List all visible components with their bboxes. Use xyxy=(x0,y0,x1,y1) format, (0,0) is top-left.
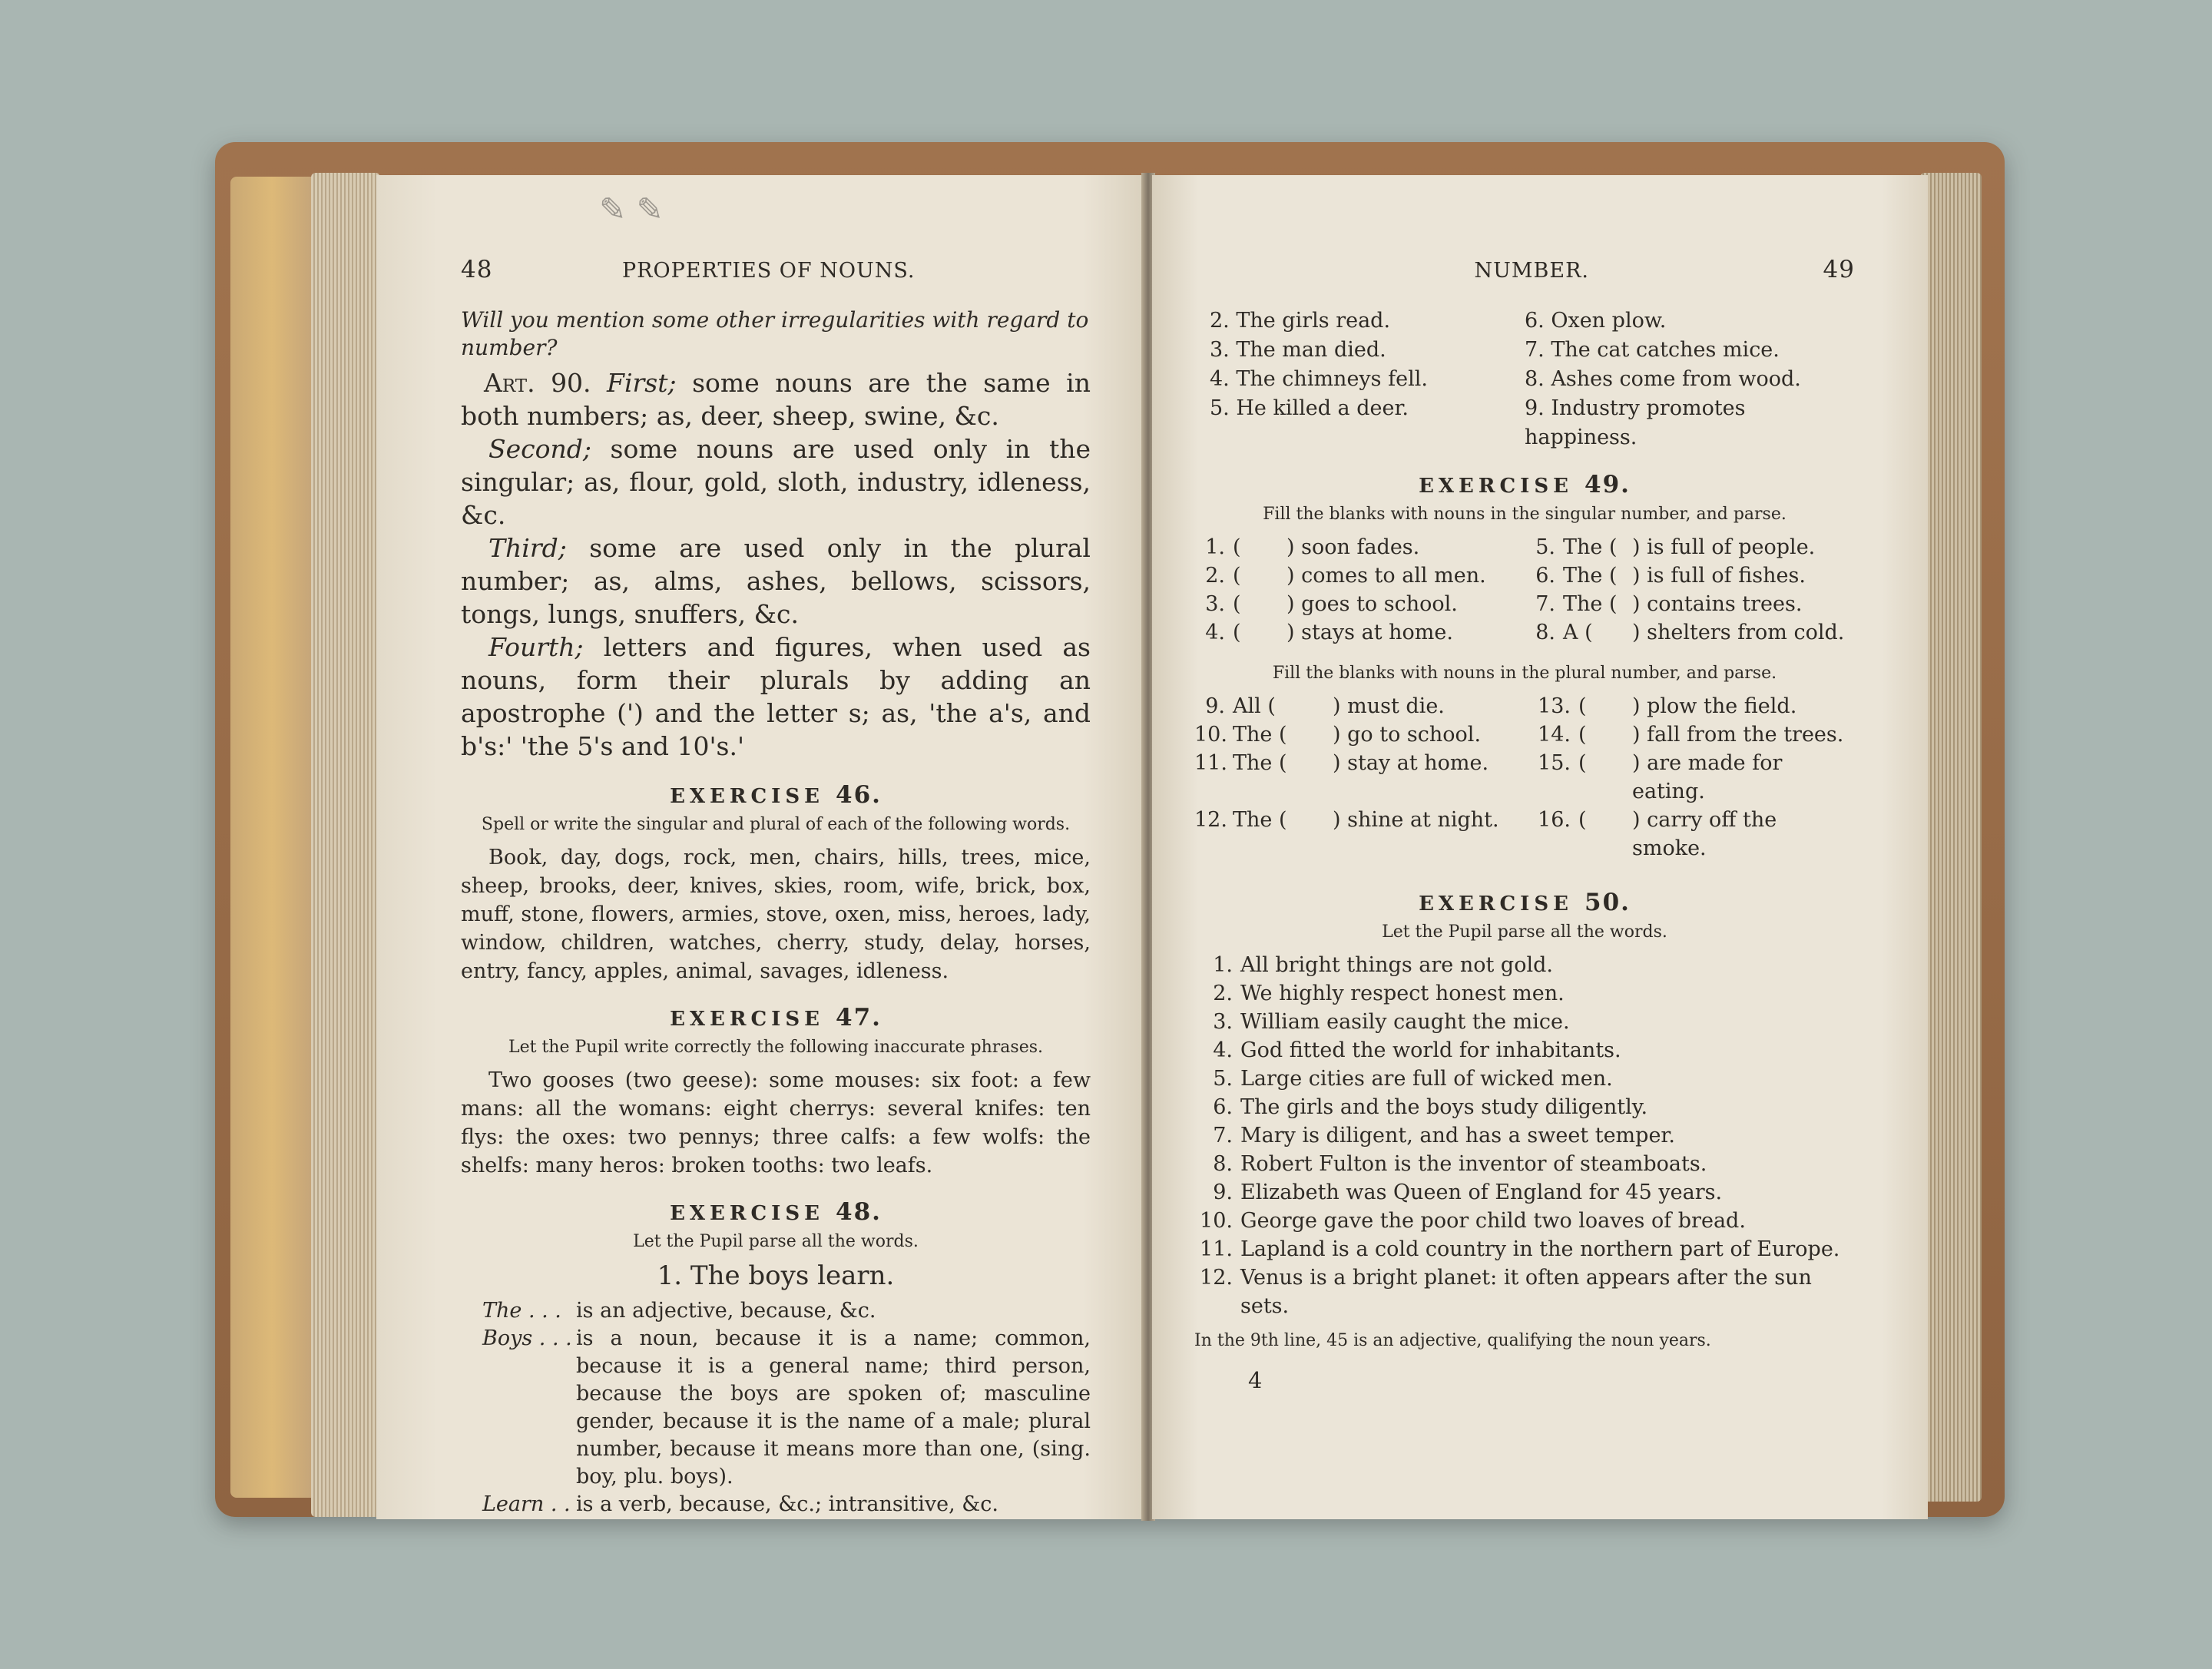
item-number: 12. xyxy=(1200,1266,1233,1290)
exercise-49-instruction-singular: Fill the blanks with nouns in the singular number, and parse. xyxy=(1263,505,1786,524)
item-number: 10. xyxy=(1194,723,1227,747)
parse-term: Learn . . xyxy=(482,1492,571,1516)
item-number: 1. xyxy=(1213,953,1233,977)
table-row xyxy=(1194,720,1855,749)
blank: The ( xyxy=(1563,592,1618,616)
exercise-number: 50. xyxy=(1584,889,1631,916)
list-item xyxy=(1194,1065,1855,1093)
right-page-edges xyxy=(1920,173,1982,1502)
list-item: 2. The girls read. xyxy=(1210,309,1391,333)
exercise-48-title xyxy=(461,1198,1091,1226)
item-text: The girls and the boys study diligently. xyxy=(1240,1095,1648,1119)
torn-spine-strip xyxy=(230,177,323,1498)
blank: ( xyxy=(1233,592,1241,616)
item-text: ) plow the field. xyxy=(1632,694,1797,718)
item-number: 8. xyxy=(1213,1152,1233,1176)
table-row xyxy=(1194,806,1855,863)
item-text: ) must die. xyxy=(1333,694,1445,718)
parse-desc: is a noun, because it is a name; common, because it is a general name; third person, because the boys are spoken of; masculine gender, because it is the name of a male; plural number, because it means more than one, (sing. boy, plu. boys). xyxy=(576,1326,1091,1489)
table-row xyxy=(1194,618,1855,647)
item-text: William easily caught the mice. xyxy=(1240,1010,1570,1034)
exercise-label: EXERCISE xyxy=(1419,892,1573,916)
singular-blanks xyxy=(1194,533,1855,647)
page-number-right: 49 xyxy=(1823,256,1855,283)
item-number: 16. xyxy=(1538,808,1571,832)
item-number: 4. xyxy=(1213,1038,1233,1062)
item-number: 5. xyxy=(1535,535,1555,559)
item-number: 1. xyxy=(1205,535,1225,559)
blank: ( xyxy=(1578,751,1587,775)
blank: The ( xyxy=(1233,751,1287,775)
exercise-label: EXERCISE xyxy=(670,785,824,808)
exercise-50-title xyxy=(1194,889,1855,916)
exercise-50-sentences xyxy=(1194,951,1855,1320)
item-text: ) contains trees. xyxy=(1632,592,1803,616)
blank: ( xyxy=(1578,723,1587,747)
blank: The ( xyxy=(1563,535,1618,559)
item-text: Venus is a bright planet: it often appears after the sun sets. xyxy=(1240,1266,1812,1318)
item-text: ) is full of people. xyxy=(1632,535,1816,559)
art-90-fourth xyxy=(461,631,1091,763)
exercise-number: 49. xyxy=(1584,471,1631,498)
item-text: ) comes to all men. xyxy=(1286,564,1486,588)
item-text: Elizabeth was Queen of England for 45 years. xyxy=(1240,1181,1723,1204)
table-row xyxy=(1194,561,1855,590)
page-number-left: 48 xyxy=(461,256,493,283)
item-number: 14. xyxy=(1538,723,1571,747)
exercise-number: 46. xyxy=(836,781,882,809)
item-text: ) shelters from cold. xyxy=(1632,621,1845,644)
signature-mark: 4 xyxy=(1248,1367,1263,1393)
blank: The ( xyxy=(1563,564,1618,588)
item-text: All bright things are not gold. xyxy=(1240,953,1553,977)
question: Will you mention some other irregularities with regard to number? xyxy=(461,307,1089,360)
list-item: 8. Ashes come from wood. xyxy=(1525,367,1801,391)
item-text: George gave the poor child two loaves of bread. xyxy=(1240,1209,1746,1233)
exercise-label: EXERCISE xyxy=(670,1202,824,1225)
item-number: 7. xyxy=(1213,1124,1233,1147)
item-text: Large cities are full of wicked men. xyxy=(1240,1067,1613,1091)
list-item xyxy=(1194,1235,1855,1263)
art-90-first xyxy=(461,366,1091,432)
sentences-col-right xyxy=(1525,306,1855,452)
item-text: ) stays at home. xyxy=(1286,621,1453,644)
blank: ( xyxy=(1578,694,1587,718)
plural-blanks xyxy=(1194,692,1855,863)
left-page xyxy=(376,175,1144,1519)
right-running-head xyxy=(1194,256,1855,283)
list-item: 9. Industry promotes happiness. xyxy=(1525,396,1746,449)
fourth-text: letters and figures, when used as nouns, form their plurals by adding an apostrophe (') and the letter s; as, 'the a's, and b's:' 'the 5's and 10's.' xyxy=(461,632,1091,761)
list-item: 3. The man died. xyxy=(1210,338,1386,362)
item-text: ) is full of fishes. xyxy=(1632,564,1806,588)
item-number: 2. xyxy=(1205,564,1225,588)
item-text: Lapland is a cold country in the northern part of Europe. xyxy=(1240,1237,1840,1261)
item-text: ) shine at night. xyxy=(1333,808,1499,832)
exercise-48-sentence: 1. The boys learn. xyxy=(657,1260,895,1291)
blank: All ( xyxy=(1233,694,1276,718)
item-text: Robert Fulton is the inventor of steamboats. xyxy=(1240,1152,1707,1176)
list-item xyxy=(1194,1263,1855,1320)
item-text: ) are made for eating. xyxy=(1632,751,1783,803)
item-number: 11. xyxy=(1194,751,1227,775)
first-lead: First; xyxy=(607,368,677,398)
exercise-label: EXERCISE xyxy=(670,1008,824,1031)
item-number: 2. xyxy=(1213,982,1233,1005)
exercise-number: 47. xyxy=(836,1004,882,1032)
third-text: some are used only in the plural number; as, alms, ashes, bellows, scissors, tongs, lungs, snuffers, &c. xyxy=(461,533,1091,629)
left-running-head xyxy=(461,256,1091,283)
list-item xyxy=(1194,1093,1855,1121)
list-item: 4. The chimneys fell. xyxy=(1210,367,1428,391)
exercise-number: 48. xyxy=(836,1198,882,1226)
running-title-right: NUMBER. xyxy=(1474,259,1590,283)
item-number: 4. xyxy=(1205,621,1225,644)
item-number: 10. xyxy=(1200,1209,1233,1233)
item-text: ) soon fades. xyxy=(1286,535,1420,559)
item-text: Mary is diligent, and has a sweet temper. xyxy=(1240,1124,1675,1147)
item-number: 6. xyxy=(1213,1095,1233,1119)
exercise-47-title xyxy=(461,1004,1091,1032)
item-number: 9. xyxy=(1205,694,1225,718)
list-item xyxy=(1194,1036,1855,1065)
parse-row xyxy=(461,1491,1091,1518)
item-number: 9. xyxy=(1213,1181,1233,1204)
exercise-49-instruction-plural: Fill the blanks with nouns in the plural number, and parse. xyxy=(1272,664,1777,683)
exercise-48-instruction: Let the Pupil parse all the words. xyxy=(633,1232,919,1251)
item-number: 3. xyxy=(1205,592,1225,616)
blank: ( xyxy=(1233,535,1241,559)
exercise-label: EXERCISE xyxy=(1419,475,1573,498)
exercise-47-phrases: Two gooses (two geese): some mouses: six foot: a few mans: all the womans: eight cherrys: several knifes: ten flys: the oxes: two pennys; three calfs: a few wolfs: the shelfs: many heros: broken tooths: two leafs. xyxy=(461,1068,1091,1177)
list-item: 6. Oxen plow. xyxy=(1525,309,1667,333)
exercise-50-note: In the 9th line, 45 is an adjective, qualifying the noun years. xyxy=(1194,1331,1711,1350)
list-item: 5. He killed a deer. xyxy=(1210,396,1409,420)
running-title-left: PROPERTIES OF NOUNS. xyxy=(621,259,916,283)
second-lead: Second; xyxy=(488,434,591,464)
exercise-46-instruction: Spell or write the singular and plural of each of the following words. xyxy=(481,815,1071,834)
item-number: 12. xyxy=(1194,808,1227,832)
exercise-50-instruction: Let the Pupil parse all the words. xyxy=(1382,922,1667,942)
blank: ( xyxy=(1233,621,1241,644)
item-number: 15. xyxy=(1538,751,1571,775)
item-number: 6. xyxy=(1535,564,1555,588)
left-page-edges xyxy=(311,173,380,1517)
list-item xyxy=(1194,979,1855,1008)
right-page xyxy=(1152,175,1928,1519)
parse-desc: is an adjective, because, &c. xyxy=(576,1299,876,1323)
list-item xyxy=(1194,1207,1855,1235)
parse-desc: is a verb, because, &c.; intransitive, &c. xyxy=(576,1492,999,1516)
item-number: 13. xyxy=(1538,694,1571,718)
exercise-46-words: Book, day, dogs, rock, men, chairs, hills, trees, mice, sheep, brooks, deer, knives, skies, room, wife, brick, box, muff, stone, flowers, armies, stove, oxen, miss, heroes, lady, window, children, watches, cherry, study, delay, horses, entry, fancy, apples, animal, savages, idleness. xyxy=(461,846,1091,983)
list-item xyxy=(1194,1178,1855,1207)
item-text: ) carry off the smoke. xyxy=(1632,808,1777,860)
blank: A ( xyxy=(1563,621,1593,644)
table-row xyxy=(1194,692,1855,720)
blank: The ( xyxy=(1233,808,1287,832)
continued-sentences xyxy=(1194,306,1855,452)
list-item xyxy=(1194,1008,1855,1036)
list-item xyxy=(1194,1121,1855,1150)
item-text: ) stay at home. xyxy=(1333,751,1489,775)
blank: The ( xyxy=(1233,723,1287,747)
item-text: ) go to school. xyxy=(1333,723,1482,747)
list-item: 7. The cat catches mice. xyxy=(1525,338,1780,362)
parse-term: The . . . xyxy=(482,1299,561,1323)
art-90-second xyxy=(461,432,1091,531)
second-text: some nouns are used only in the singular; as, flour, gold, sloth, industry, idleness, &c. xyxy=(461,434,1091,530)
item-number: 7. xyxy=(1535,592,1555,616)
first-text: some nouns are the same in both numbers; as, deer, sheep, swine, &c. xyxy=(461,368,1091,431)
item-text: ) goes to school. xyxy=(1286,592,1458,616)
art-90-third xyxy=(461,531,1091,631)
sentences-col-left xyxy=(1194,306,1525,452)
item-number: 5. xyxy=(1213,1067,1233,1091)
list-item xyxy=(1194,1150,1855,1178)
third-lead: Third; xyxy=(488,533,567,563)
parse-term: Boys . . . xyxy=(482,1326,572,1350)
item-text: ) fall from the trees. xyxy=(1632,723,1844,747)
handwritten-ink-marks: ✎ ✎ xyxy=(599,190,664,228)
item-text: We highly respect honest men. xyxy=(1240,982,1565,1005)
table-row xyxy=(1194,590,1855,618)
table-row xyxy=(1194,533,1855,561)
parse-row xyxy=(461,1297,1091,1325)
item-number: 8. xyxy=(1535,621,1555,644)
item-number: 3. xyxy=(1213,1010,1233,1034)
exercise-47-instruction: Let the Pupil write correctly the following inaccurate phrases. xyxy=(508,1038,1044,1057)
blank: ( xyxy=(1578,808,1587,832)
table-row xyxy=(1194,749,1855,806)
exercise-46-title xyxy=(461,781,1091,809)
exercise-49-title xyxy=(1194,471,1855,498)
blank: ( xyxy=(1233,564,1241,588)
fourth-lead: Fourth; xyxy=(488,632,584,662)
parse-row xyxy=(461,1325,1091,1491)
list-item xyxy=(1194,951,1855,979)
item-text: God fitted the world for inhabitants. xyxy=(1240,1038,1621,1062)
art-label: Art. 90. xyxy=(484,368,591,398)
item-number: 11. xyxy=(1200,1237,1233,1261)
